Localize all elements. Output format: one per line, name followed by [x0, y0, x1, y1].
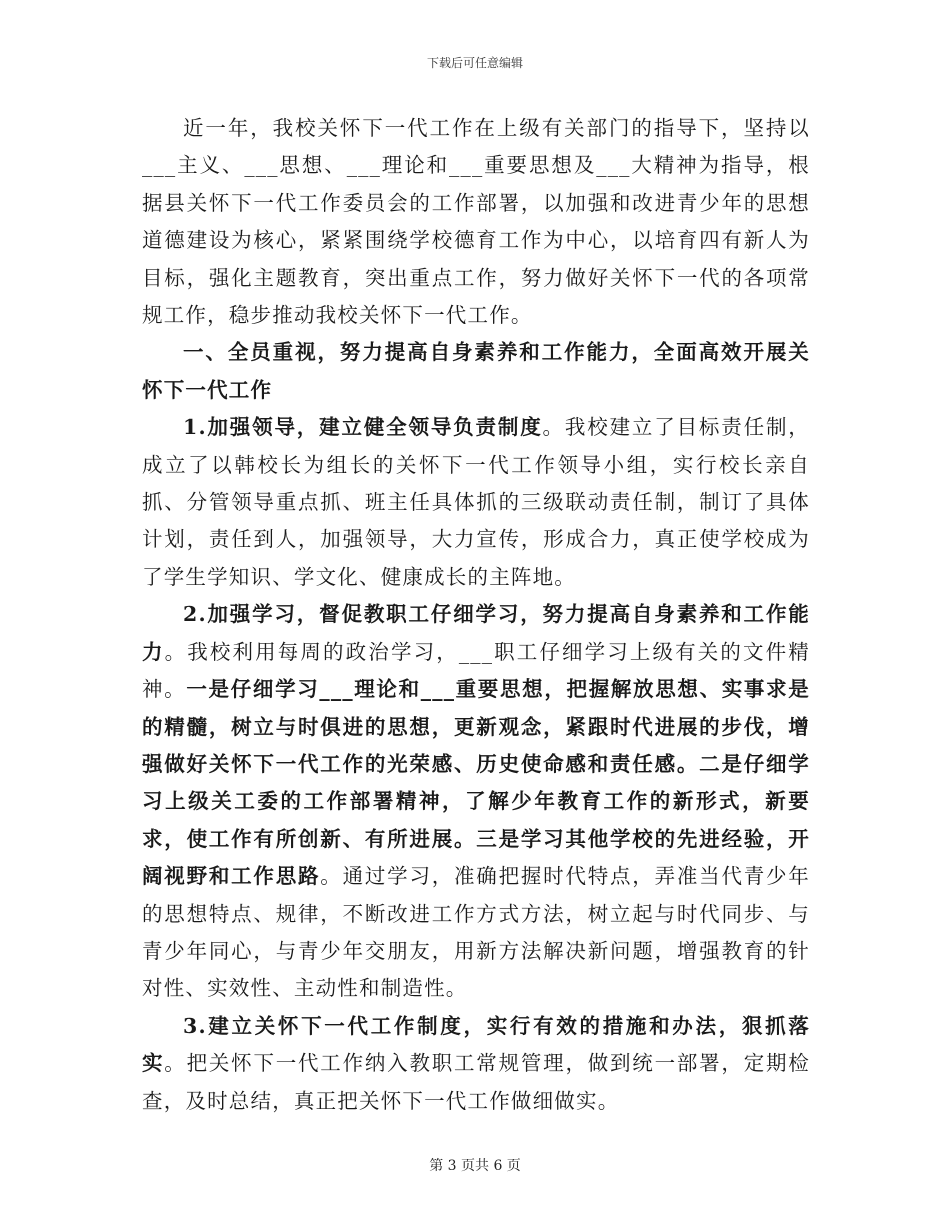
item-2-bold-points: 一是仔细学习___理论和___重要思想，把握解放思想、实事求是的精髓，树立与时俱进的思想，更新观念，紧跟时代进展的步伐，增强做好关怀下一代工作的光荣感、历史使命感和责任感。二是仔细学习上级关工委的工作部署精神，了解少年教育工作的新形式，新要求，使工作有所创新、有所进展。三是学习其他学校的先进经验，开阔视野和工作思路 [142, 677, 810, 889]
item-2-paragraph [142, 596, 810, 1007]
item-2-body-b: 。通过学习，准确把握时代特点，弄准当代青少年的思想特点、规律，不断改进工作方式方法，树立起与时代同步、与青少年同心，与青少年交朋友，用新方法解决新问题，增强教育的针对性、实效性、主动性和制造性。 [142, 864, 810, 1001]
item-1-paragraph [142, 409, 810, 596]
item-3-title: 3.建立关怀下一代工作制度，实行有效的措施和办法，狠抓落实 [142, 1013, 810, 1076]
item-1-body: 。我校建立了目标责任制，成立了以韩校长为组长的关怀下一代工作领导小组，实行校长亲自抓、分管领导重点抓、班主任具体抓的三级联动责任制，制订了具体计划，责任到人，加强领导，大力宣传，形成合力，真正使学校成为了学生学知识、学文化、健康成长的主阵地。 [142, 415, 810, 589]
item-3-paragraph [142, 1008, 810, 1120]
section-heading-1: 一、全员重视，努力提高自身素养和工作能力，全面高效开展关怀下一代工作 [142, 340, 810, 402]
item-3-body: 。把关怀下一代工作纳入教职工常规管理，做到统一部署，定期检查，及时总结，真正把关怀下一代工作做细做实。 [142, 1051, 810, 1113]
item-2-body-a: 。我校利用每周的政治学习，___职工仔细学习上级有关的文件精神。 [142, 639, 811, 702]
page-footer: 第 3 页共 6 页 [429, 1158, 521, 1174]
item-1-title: 1.加强领导，建立健全领导负责制度 [183, 415, 543, 440]
intro-paragraph: 近一年，我校关怀下一代工作在上级有关部门的指导下，坚持以___主义、___思想、___理论和___重要思想及___大精神为指导，根据县关怀下一代工作委员会的工作部署，以加强和改进青少年的思想道德建设为核心，紧紧围绕学校德育工作为中心，以培育四有新人为目标，强化主题教育，突出重点工作，努力做好关怀下一代的各项常规工作，稳步推动我校关怀下一代工作。 [142, 116, 810, 328]
item-2-title: 2.加强学习，督促教职工仔细学习，努力提高自身素养和工作能力 [142, 602, 810, 664]
document-body [142, 110, 810, 1120]
page-header: 下载后可任意编辑 [426, 56, 523, 70]
